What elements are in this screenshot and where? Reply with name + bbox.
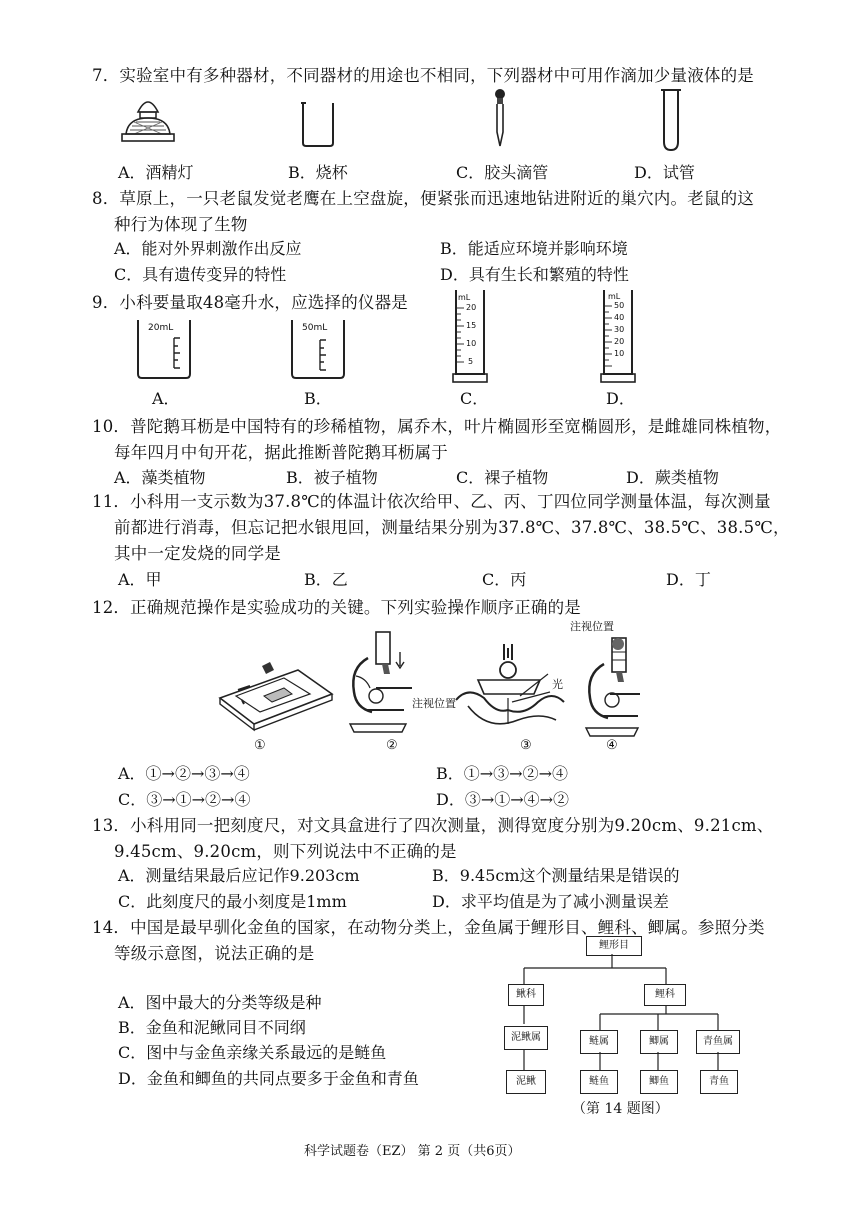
q13-stem-line1: 13．小科用同一把刻度尺，对文具盒进行了四次测量，测得宽度分别为9.20cm、9.21cm、 [92, 816, 774, 835]
q10-stem-line2: 每年四月中旬开花，据此推断普陀鹅耳枥属于 [114, 443, 448, 462]
q9-option-a[interactable]: A． [152, 389, 180, 408]
q14-stem-line2: 等级示意图，说法正确的是 [114, 944, 315, 963]
tree-genus-black-carp: 青鱼属 [696, 1030, 740, 1054]
q10-option-d[interactable]: D．蕨类植物 [626, 468, 719, 487]
q14-stem-line1: 14．中国是最早驯化金鱼的国家，在动物分类上，金鱼属于鲤形目、鲤科、鲫属。参照分类 [92, 918, 765, 937]
beaker-50ml-figure [288, 318, 348, 380]
q14-option-c[interactable]: C．图中与金鱼亲缘关系最远的是鲢鱼 [118, 1043, 387, 1062]
q11-option-c[interactable]: C．丙 [482, 570, 527, 589]
q9-stem: 9．小科要量取48毫升水，应选择的仪器是 [92, 293, 408, 312]
tree-species-black-carp: 青鱼 [700, 1070, 738, 1094]
tree-species-crucian: 鲫鱼 [640, 1070, 678, 1094]
q8-option-d[interactable]: D．具有生长和繁殖的特性 [440, 265, 629, 284]
cylinder-c-unit: mL [458, 293, 471, 302]
q13-stem-line2: 9.45cm、9.20cm，则下列说法中不正确的是 [114, 842, 457, 861]
cylinder-d-tick: 20 [614, 337, 625, 346]
q8-stem-line1: 8．草原上，一只老鼠发觉老鹰在上空盘旋，便紧张而迅速地钻进附近的巢穴内。老鼠的这 [92, 189, 754, 208]
q11-option-b[interactable]: B．乙 [304, 570, 348, 589]
tree-species-silver-carp: 鲢鱼 [580, 1070, 618, 1094]
q13-option-a[interactable]: A．测量结果最后应记作9.203cm [118, 866, 360, 885]
test-tube-figure [658, 88, 684, 152]
tree-genus-crucian: 鲫属 [640, 1030, 678, 1054]
beaker-figure [298, 100, 338, 148]
page-footer: 科学试题卷（EZ） 第 2 页（共6页） [304, 1144, 521, 1159]
q13-option-c[interactable]: C．此刻度尺的最小刻度是1mm [118, 892, 347, 911]
q14-option-d[interactable]: D．金鱼和鲫鱼的共同点要多于金鱼和青鱼 [118, 1069, 419, 1088]
q12-option-b[interactable]: B．①→③→②→④ [436, 764, 568, 783]
q10-stem-line1: 10．普陀鹅耳枥是中国特有的珍稀植物，属乔木，叶片椭圆形至宽椭圆形，是雌雄同株植物， [92, 417, 782, 436]
tree-family-carp: 鲤科 [644, 984, 686, 1006]
tree-order-box: 鲤形目 [586, 936, 642, 956]
beaker-b-label: 50mL [302, 323, 328, 333]
alcohol-lamp-figure [118, 92, 178, 150]
cylinder-d-tick: 50 [614, 301, 625, 310]
q9-option-d[interactable]: D． [606, 389, 635, 408]
q11-option-d[interactable]: D．丁 [666, 570, 711, 589]
fig14-caption: （第 14 题图） [572, 1101, 669, 1117]
tree-genus-silver-carp: 鲢属 [580, 1030, 618, 1054]
fig-label-4: ④ [606, 738, 618, 753]
q8-option-a[interactable]: A．能对外界刺激作出反应 [114, 239, 302, 258]
q8-option-c[interactable]: C．具有遗传变异的特性 [114, 265, 287, 284]
beaker-20ml-figure [134, 318, 194, 380]
microscope-lowering-figure [346, 628, 416, 736]
q10-option-a[interactable]: A．藻类植物 [114, 468, 206, 487]
q8-stem-line2: 种行为体现了生物 [114, 215, 248, 234]
q14-option-b[interactable]: B．金鱼和泥鳅同目不同纲 [118, 1018, 306, 1037]
q10-option-b[interactable]: B．被子植物 [286, 468, 378, 487]
q10-option-c[interactable]: C．裸子植物 [456, 468, 549, 487]
q7-option-c[interactable]: C．胶头滴管 [456, 163, 549, 182]
microscope-light-figure [448, 640, 568, 738]
cylinder-d-tick: 40 [614, 313, 625, 322]
gaze-top-note: 注视位置 [570, 620, 614, 633]
cylinder-c-tick: 20 [466, 303, 477, 312]
q7-option-b[interactable]: B．烧杯 [288, 163, 348, 182]
cylinder-c-tick: 5 [468, 357, 474, 366]
light-note: 光 [552, 678, 563, 691]
fig-label-2: ② [386, 738, 398, 753]
q11-option-a[interactable]: A．甲 [118, 570, 162, 589]
q9-option-c[interactable]: C． [460, 389, 489, 408]
cylinder-20ml-figure [452, 288, 488, 384]
cylinder-50ml-figure [600, 288, 636, 384]
q11-stem-line3: 其中一定发烧的同学是 [114, 544, 281, 563]
cylinder-d-tick: 30 [614, 325, 625, 334]
q13-option-b[interactable]: B．9.45cm这个测量结果是错误的 [432, 866, 680, 885]
cylinder-d-unit: mL [608, 292, 621, 301]
q12-option-a[interactable]: A．①→②→③→④ [118, 764, 250, 783]
fig-label-1: ① [254, 738, 266, 753]
tree-family-loach: 鳅科 [508, 984, 544, 1006]
classification-tree [500, 930, 740, 1100]
tree-genus-loach: 泥鳅属 [504, 1026, 548, 1050]
cylinder-c-tick: 15 [466, 321, 477, 330]
q7-option-d[interactable]: D．试管 [634, 163, 695, 182]
cylinder-c-tick: 10 [466, 339, 477, 348]
q11-stem-line2: 前都进行消毒，但忘记把水银甩回，测量结果分别为37.8℃、37.8℃、38.5℃、38.5℃， [114, 518, 790, 537]
q12-option-c[interactable]: C．③→①→②→④ [118, 790, 251, 809]
q11-stem-line1: 11．小科用一支示数为37.8℃的体温计依次给甲、乙、丙、丁四位同学测量体温，每次测量 [92, 492, 771, 511]
beaker-a-label: 20mL [148, 323, 174, 333]
q8-option-b[interactable]: B．能适应环境并影响环境 [440, 239, 628, 258]
q13-option-d[interactable]: D．求平均值是为了减小测量误差 [432, 892, 669, 911]
fig-label-3: ③ [520, 738, 532, 753]
q14-option-a[interactable]: A．图中最大的分类等级是种 [118, 993, 322, 1012]
cylinder-d-tick: 10 [614, 349, 625, 358]
gaze-position-note: 注视位置 [412, 697, 456, 710]
microscope-eyepiece-figure [582, 634, 644, 738]
tree-species-loach: 泥鳅 [506, 1070, 546, 1094]
q7-stem: 7．实验室中有多种器材，不同器材的用途也不相同，下列器材中可用作滴加少量液体的是 [92, 66, 754, 85]
q12-stem: 12．正确规范操作是实验成功的关键。下列实验操作顺序正确的是 [92, 598, 581, 617]
slide-preparation-figure [214, 660, 338, 736]
q7-option-a[interactable]: A．酒精灯 [118, 163, 194, 182]
dropper-figure [488, 88, 512, 148]
q9-option-b[interactable]: B． [304, 389, 332, 408]
q12-option-d[interactable]: D．③→①→④→② [436, 790, 570, 809]
